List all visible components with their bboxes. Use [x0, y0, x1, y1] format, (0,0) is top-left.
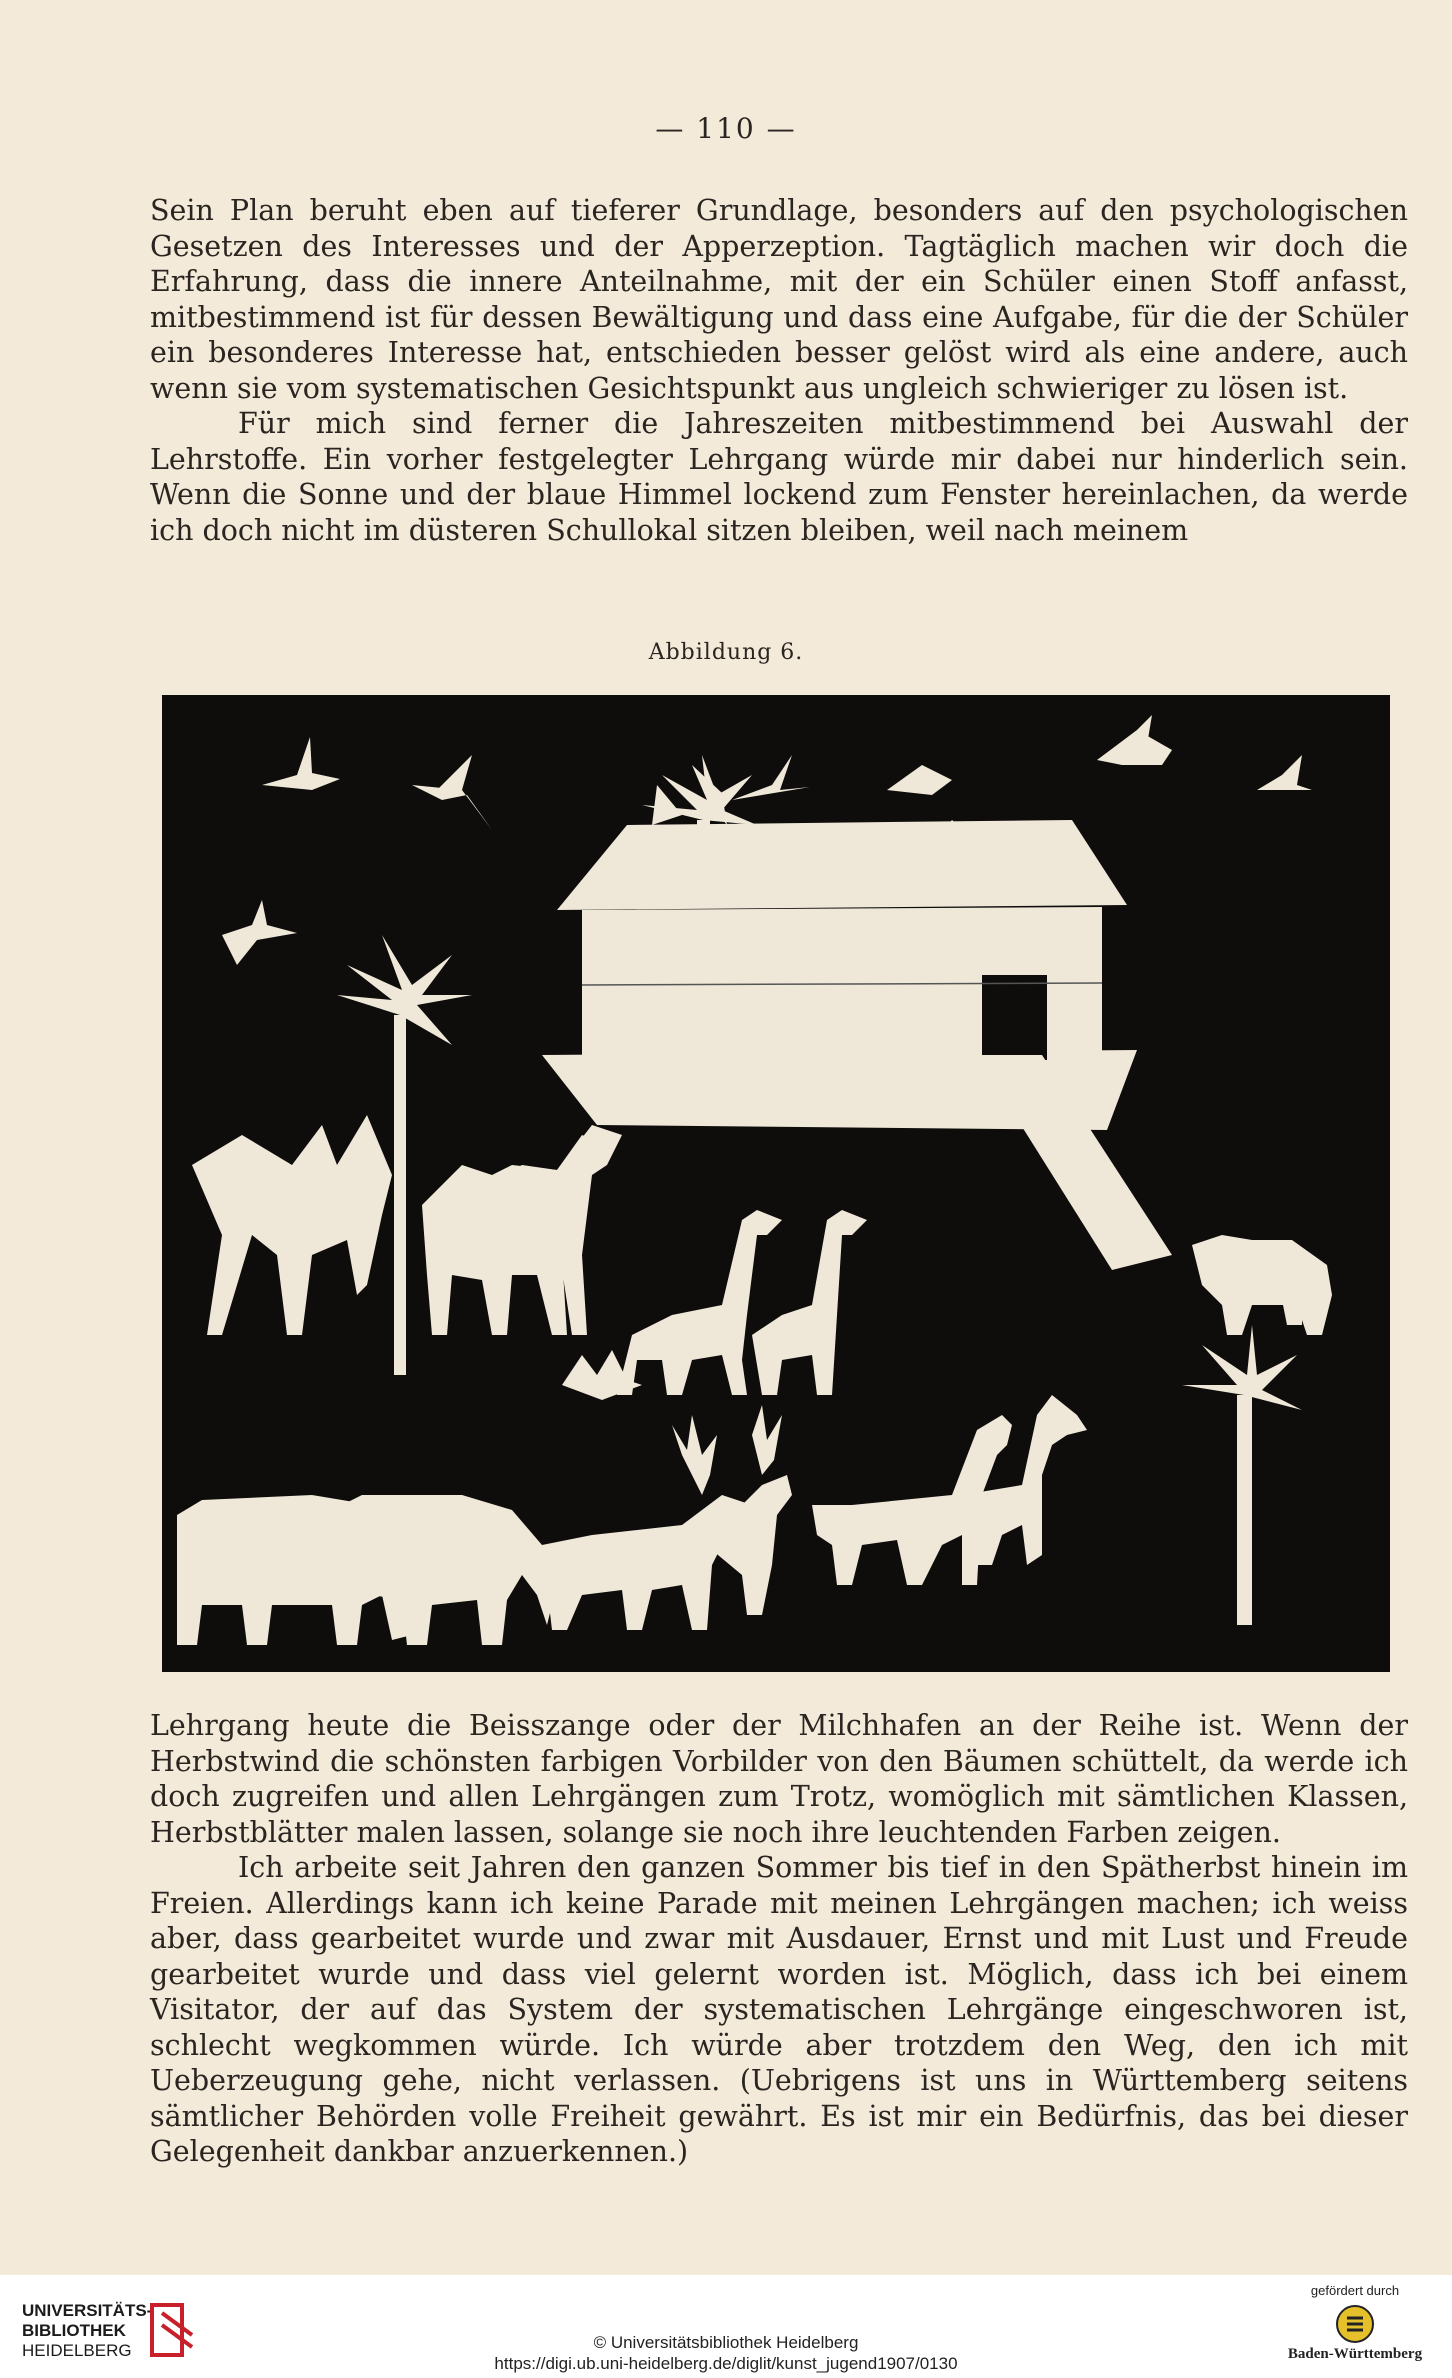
sponsor-label: gefördert durch [1310, 2283, 1400, 2298]
deer-antler [672, 1415, 717, 1495]
paragraph: Für mich sind ferner die Jahreszeiten mitbestimmend bei Auswahl der Lehrstoffe. Ein vorher festgelegter Lehrgang würde mir dabei nur hinderlich sein. Wenn die Sonne und der blaue Himmel lockend zum Fenster hereinlachen, da werde ich doch nicht im düsteren Schullokal sitzen bleiben, weil nach meinem [150, 407, 1408, 547]
library-name-line: UNIVERSITÄTS- [22, 2301, 153, 2320]
elephants [177, 1495, 602, 1645]
camels [192, 1115, 622, 1335]
sheep [1192, 1235, 1332, 1335]
library-name-line: HEIDELBERG [22, 2341, 132, 2360]
paragraph: Sein Plan beruht eben auf tieferer Grundlage, besonders auf den psychologischen Gesetzen des Interesses und der Apperzeption. Tagtäglich machen wir doch die Erfahrung, dass die innere Anteilnahme, mit der ein Schüler einen Stoff anfasst, mitbestimmend ist für dessen Bewältigung und dass eine Aufgabe, für die der Schüler ein besonderes Interesse hat, entschieden besser gelöst wird als eine andere, auch wenn sie vom systematischen Gesichtspunkt aus ungleich schwieriger zu lösen ist. [150, 194, 1408, 405]
horses [812, 1395, 1087, 1585]
bird [222, 900, 297, 965]
source-url-link[interactable]: https://digi.ub.uni-heidelberg.de/diglit/kunst_jugend1907/0130 [494, 2354, 958, 2373]
ark [542, 820, 1172, 1270]
copyright-notice: © Universitätsbibliothek Heidelberg [593, 2333, 859, 2352]
coat-of-arms-icon [1335, 2304, 1375, 2344]
giraffe [752, 1210, 867, 1395]
bird [652, 785, 682, 825]
camel [192, 1115, 392, 1335]
paragraph: Ich arbeite seit Jahren den ganzen Sommer bis tief in den Spätherbst hinein im Freien. Allerdings kann ich keine Parade mit meinen Lehrgängen machen; ich weiss aber, dass gearbeitet wurde und zwar mit Ausdauer, Ernst und mit Lust und Freude gearbeitet wurde und dass viel gelernt worden ist. Möglich, dass ich bei einem Visitator, der auf das System der systematischen Lehrgänge eingeschworen ist, schlecht wegkommen würde. Ich würde aber trotzdem den Weg, den ich mit Ueberzeugung gehe, nicht verlassen. (Uebrigens ist uns in Württemberg seitens sämtlicher Behörden volle Freiheit gewährt. Es ist mir ein Bedürfnis, das bei dieser Gelegenheit dankbar anzuerkennen.) [150, 1851, 1408, 2168]
figure-caption: Abbildung 6. [648, 640, 804, 665]
bird [887, 765, 952, 795]
library-name-line: BIBLIOTHEK [22, 2321, 126, 2340]
body-text-bottom [150, 1708, 1408, 2170]
deer-antler [752, 1405, 782, 1475]
bird [1097, 715, 1172, 765]
sponsor-name: Baden-Württemberg [1287, 2346, 1423, 2362]
giraffes [617, 1210, 867, 1395]
giraffe [617, 1210, 782, 1395]
body-text-top [150, 193, 1408, 548]
ark-roof [557, 820, 1127, 910]
noahs-ark-cutout-illustration [162, 695, 1390, 1672]
page-number: — 110 — [655, 112, 797, 145]
deer [542, 1405, 792, 1630]
paragraph: Lehrgang heute die Beisszange oder der Milchhafen an der Reihe ist. Wenn der Herbstwind die schönsten farbigen Vorbilder von den Bäumen schüttelt, da werde ich doch zugreifen und allen Lehrgängen zum Trotz, womöglich mit sämtlichen Klassen, Herbstblätter malen lassen, solange sie noch ihre leuchtenden Farben zeigen. [150, 1709, 1408, 1849]
bird [1257, 755, 1312, 790]
sponsor-block [1280, 2283, 1430, 2363]
footer-bar [0, 2275, 1452, 2378]
bird [732, 755, 810, 800]
ark-door [982, 975, 1047, 1060]
bird [262, 737, 340, 790]
palm-trunk [394, 1015, 406, 1375]
bird [412, 755, 492, 830]
palm-trunk [1237, 1395, 1252, 1625]
